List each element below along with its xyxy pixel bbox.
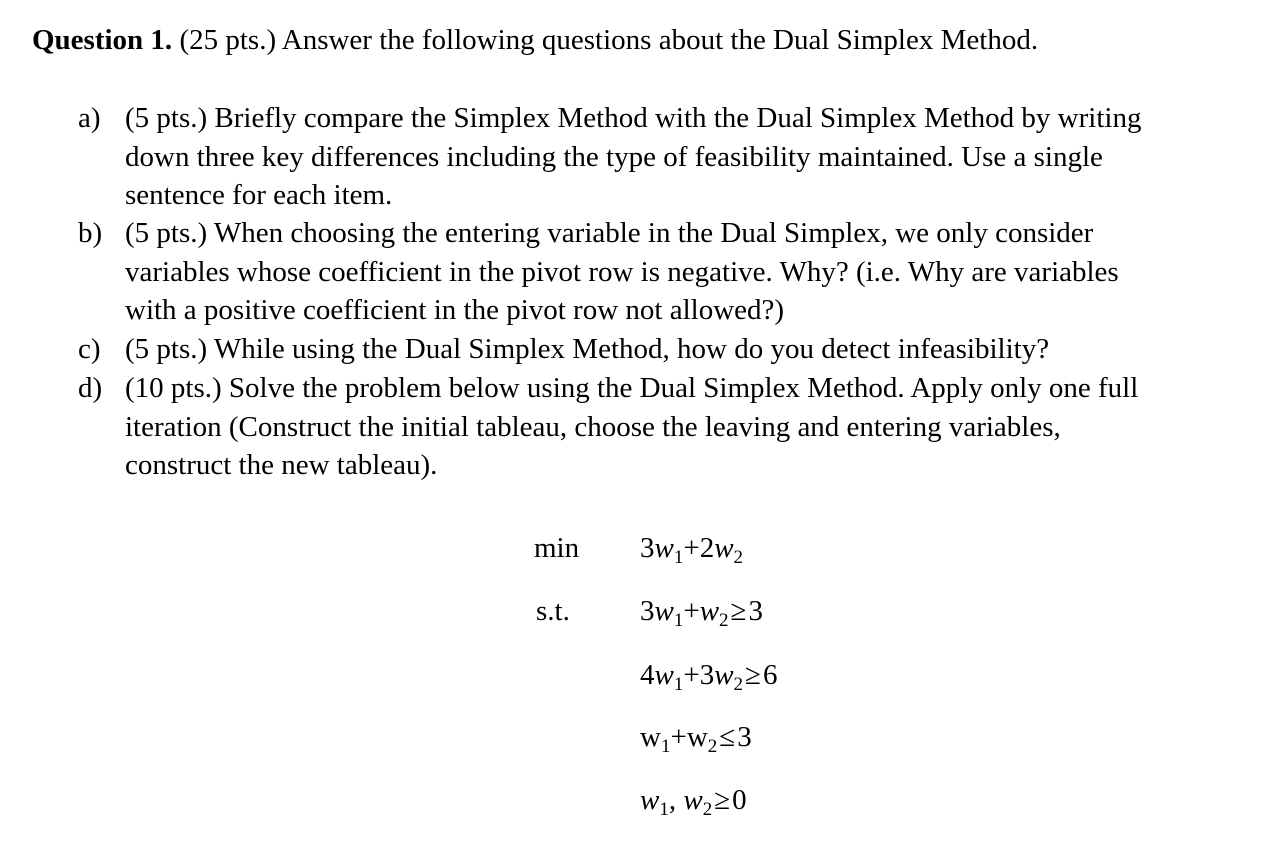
lp-constraint-2 bbox=[640, 655, 777, 695]
var: w bbox=[714, 659, 734, 691]
item-marker: b) bbox=[78, 217, 103, 249]
lp-constraint-3 bbox=[640, 717, 752, 757]
subscript: 2 bbox=[719, 610, 729, 631]
item-line: iteration (Construct the initial tableau, choose the leaving and entering variables, bbox=[125, 410, 1061, 443]
rhs: 3 bbox=[737, 721, 752, 753]
subscript: 1 bbox=[673, 547, 684, 568]
item-line: with a positive coefficient in the pivot row not allowed?) bbox=[125, 294, 785, 326]
item-marker: d) bbox=[78, 372, 103, 404]
operator: + bbox=[683, 532, 700, 564]
item-line: (10 pts.) Solve the problem below using the Dual Simplex Method. Apply only one full bbox=[125, 372, 1139, 404]
item-text bbox=[125, 99, 1237, 215]
coef: 2 bbox=[699, 532, 715, 564]
var: w bbox=[654, 532, 674, 564]
operator: + bbox=[683, 659, 700, 691]
lp-nonnegativity bbox=[640, 780, 747, 820]
separator: , bbox=[668, 784, 684, 816]
item-line: variables whose coefficient in the pivot row is negative. Why? (i.e. Why are variables bbox=[125, 255, 1119, 288]
subscript: 2 bbox=[702, 799, 713, 820]
relation: ≤ bbox=[719, 721, 736, 753]
coef: 3 bbox=[699, 659, 715, 691]
lp-constraint-1 bbox=[640, 591, 763, 631]
operator: + bbox=[683, 595, 700, 627]
rhs: 3 bbox=[748, 595, 763, 627]
relation: ≥ bbox=[714, 784, 731, 816]
var: w bbox=[714, 532, 734, 564]
subscript: 1 bbox=[673, 674, 684, 695]
question-label: Question 1. bbox=[32, 24, 173, 56]
var: w bbox=[683, 784, 703, 816]
item-line: (5 pts.) When choosing the entering variable in the Dual Simplex, we only consider bbox=[125, 217, 1094, 249]
var: w bbox=[699, 595, 720, 627]
lp-min-label: min bbox=[534, 532, 580, 564]
var: w bbox=[686, 721, 708, 753]
subscript: 1 bbox=[673, 610, 684, 631]
subscript: 1 bbox=[659, 799, 669, 820]
coef: 3 bbox=[640, 595, 655, 627]
item-line: (5 pts.) Briefly compare the Simplex Method with the Dual Simplex Method by writing bbox=[125, 102, 1142, 134]
item-marker: c) bbox=[78, 333, 101, 365]
item-text bbox=[125, 214, 1237, 330]
var: w bbox=[640, 784, 660, 816]
item-marker: a) bbox=[78, 102, 101, 134]
var: w bbox=[654, 659, 674, 691]
item-text bbox=[125, 330, 1237, 369]
lp-objective bbox=[640, 528, 743, 568]
coef: 4 bbox=[640, 659, 655, 691]
lp-st-label: s.t. bbox=[536, 595, 570, 627]
var: w bbox=[640, 721, 661, 753]
operator: + bbox=[670, 721, 687, 753]
item-line: construct the new tableau). bbox=[125, 449, 438, 481]
relation: ≥ bbox=[745, 659, 761, 691]
item-line: sentence for each item. bbox=[125, 179, 393, 211]
question-text: (25 pts.) Answer the following questions about the Dual Simplex Method. bbox=[172, 24, 1039, 56]
coef: 3 bbox=[640, 532, 655, 564]
var: w bbox=[654, 595, 674, 627]
subscript: 2 bbox=[707, 736, 718, 757]
rhs: 6 bbox=[762, 659, 778, 691]
item-line: (5 pts.) While using the Dual Simplex Method, how do you detect infeasibility? bbox=[125, 333, 1050, 365]
item-text bbox=[125, 369, 1237, 485]
subscript: 1 bbox=[660, 736, 671, 757]
question-heading bbox=[32, 20, 1038, 60]
item-line: down three key differences including the type of feasibility maintained. Use a single bbox=[125, 140, 1103, 173]
subscript: 2 bbox=[733, 547, 744, 568]
subscript: 2 bbox=[733, 674, 744, 695]
rhs: 0 bbox=[732, 784, 747, 816]
relation: ≥ bbox=[730, 595, 747, 627]
